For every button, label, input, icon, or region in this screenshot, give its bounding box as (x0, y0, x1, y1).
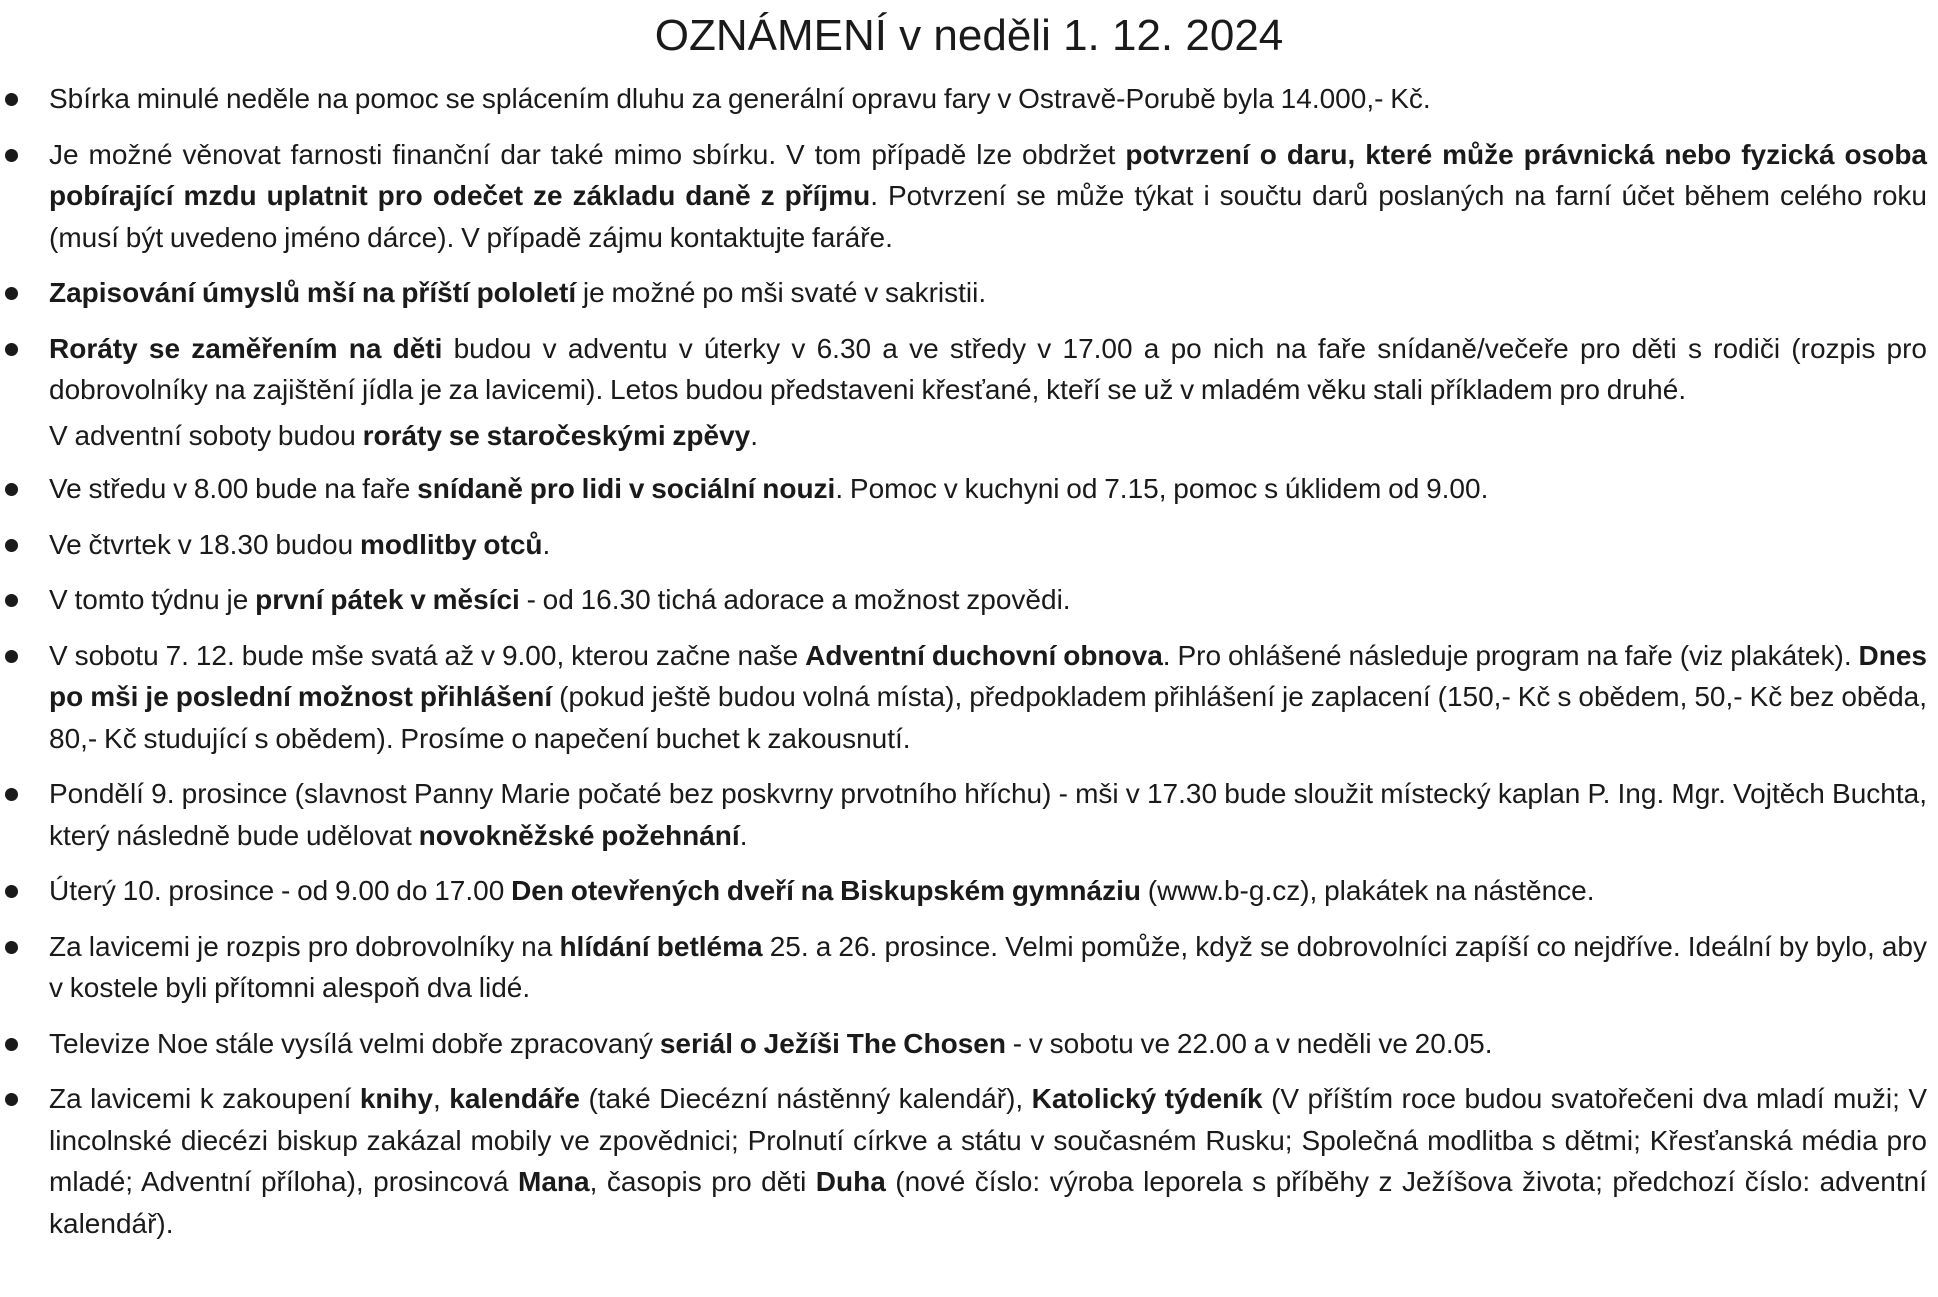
text-span: (www.b-g.cz), plakátek na nástěnce. (1140, 875, 1595, 906)
bullet-icon (5, 1093, 18, 1106)
text-span: Za lavicemi k zakoupení (49, 1083, 360, 1114)
text-span: (také Diecézní nástěnný kalendář), (580, 1083, 1032, 1114)
announcement-item (0, 78, 1938, 120)
page-title: OZNÁMENÍ v neděli 1. 12. 2024 (654, 11, 1284, 60)
announcement-text (49, 579, 1927, 621)
bullet-icon (5, 93, 18, 106)
text-span: V sobotu 7. 12. bude mše svatá až v 9.00, kterou začne naše (49, 639, 806, 671)
bullet-icon (5, 885, 18, 898)
bullet-icon (5, 287, 18, 300)
announcement-text (49, 328, 1927, 411)
text-span: , (433, 1083, 450, 1114)
announcement-item (0, 773, 1938, 856)
announcement-text (49, 1023, 1927, 1065)
bullet-icon (5, 650, 18, 663)
text-span: - v sobotu ve 22.00 a v neděli ve 20.05. (1005, 1027, 1493, 1059)
announcement-text (49, 468, 1927, 510)
text-span: Pondělí 9. prosince (slavnost Panny Marie počaté bez poskvrny prvotního hříchu) - mši v 17.30 bude sloužit místecký kaplan P. Ing. Mgr. Vojtěch Buchta, který následně bude udělovat (49, 778, 1927, 851)
bullet-icon (5, 594, 18, 607)
announcement-item (0, 579, 1938, 621)
text-span: Je možné věnovat farnosti finanční dar také mimo sbírku. V tom případě lze obdržet (49, 138, 1126, 170)
bullet-icon (5, 149, 18, 162)
text-span: Úterý 10. prosince - od 9.00 do 17.00 (49, 875, 512, 906)
text-span: . (739, 819, 748, 851)
announcement-item (0, 1078, 1938, 1244)
text-span: (nové číslo: výroba leporela s příběhy z Ježíšova života; předchozí číslo: adventní kalendář). (49, 1166, 1927, 1239)
bold-text: Dnes po mši je poslední možnost přihlášení (49, 639, 1927, 712)
text-span: budou v adventu v úterky v 6.30 a ve středy v 17.00 a po nich na faře snídaně/večeře pro děti s rodiči (rozpis pro dobrovolníky na zajištění jídla je za lavicemi). Letos budou představeni křesťané, kteří se už v mladém věku stali příkladem pro druhé. (49, 332, 1927, 405)
text-span: V adventní soboty budou (49, 419, 363, 451)
bold-text: snídaně pro lidi v sociální nouzi (417, 473, 836, 504)
bold-text: Zapisování úmyslů mší na příští pololetí (49, 277, 577, 308)
text-span: . Pro ohlášené následuje program na faře (viz plakátek). (1162, 639, 1859, 671)
bullet-icon (5, 941, 18, 954)
announcement-text (49, 78, 1927, 120)
bold-text: hlídání betléma (559, 930, 763, 962)
bold-text: Mana (518, 1166, 590, 1197)
announcement-text (49, 272, 1927, 314)
text-span: Ve čtvrtek v 18.30 budou (49, 528, 360, 560)
bold-text: Duha (815, 1166, 886, 1197)
announcement-text (49, 870, 1927, 912)
announcement-item (0, 468, 1938, 510)
text-span: (V příštím roce budou svatořečeni dva mladí muži; V lincolnské diecézi biskup zakázal mobily ve zpovědnici; Prolnutí církve a státu v současném Rusku; Společná modlitba s dětmi; Křesťanská média pro mladé; Adventní příloha), prosincová (49, 1083, 1928, 1197)
announcement-text (49, 926, 1927, 1009)
text-span: . Potvrzení se může týkat i součtu darů poslaných na farní účet během celého roku (musí být uvedeno jméno dárce). V případě zájmu kontaktujte faráře. (49, 180, 1927, 253)
text-span: V tomto týdnu je (49, 584, 256, 615)
bold-text: Roráty se zaměřením na děti (49, 332, 443, 364)
bold-text: první pátek v měsíci (255, 584, 520, 615)
announcement-text (49, 524, 1927, 566)
bullet-icon (5, 1038, 18, 1051)
text-span: Za lavicemi je rozpis pro dobrovolníky na (49, 930, 560, 962)
announcement-item (0, 272, 1938, 314)
announcement-continuation (0, 415, 1938, 457)
announcement-item (0, 1023, 1938, 1065)
announcement-item (0, 926, 1938, 1009)
announcement-text (49, 415, 1927, 457)
bold-text: potvrzení o daru, které může právnická nebo fyzická osoba pobírající mzdu uplatnit pro odečet ze základu daně z příjmu (49, 138, 1928, 211)
text-span: Televize Noe stále vysílá velmi dobře zpracovaný (49, 1027, 660, 1059)
text-span: (pokud ještě budou volná místa), předpokladem přihlášení je zaplacení (150,- Kč s obědem, 50,- Kč bez oběda, 80,- Kč studující s obědem). Prosíme o napečení buchet k zakousnutí. (49, 681, 1927, 754)
announcement-text (49, 635, 1927, 760)
announcement-item (0, 134, 1938, 259)
announcement-item (0, 635, 1938, 760)
announcement-item (0, 328, 1938, 411)
bold-text: novokněžské požehnání (418, 819, 740, 851)
bold-text: roráty se staročeskými zpěvy (362, 419, 751, 451)
announcement-list (0, 78, 1938, 1244)
bullet-icon (5, 788, 18, 801)
text-span: Ve středu v 8.00 bude na faře (49, 473, 418, 504)
text-span: , časopis pro děti (589, 1166, 816, 1197)
bullet-icon (5, 483, 18, 496)
announcement-text (49, 773, 1927, 856)
bold-text: modlitby otců (359, 528, 543, 560)
bold-text: Katolický týdeník (1031, 1083, 1263, 1114)
bold-text: seriál o Ježíši The Chosen (659, 1027, 1006, 1059)
announcement-text (49, 1078, 1927, 1244)
announcement-item (0, 524, 1938, 566)
announcement-text (49, 134, 1927, 259)
text-span: - od 16.30 tichá adorace a možnost zpovědi. (519, 584, 1071, 615)
text-span: 25. a 26. prosince. Velmi pomůže, když se dobrovolníci zapíší co nejdříve. Ideální by bylo, aby v kostele byli přítomni alespoň dva lidé. (49, 930, 1927, 1003)
text-span: je možné po mši svaté v sakristii. (576, 277, 987, 308)
bold-text: Adventní duchovní obnova (805, 639, 1163, 671)
bold-text: Den otevřených dveří na Biskupském gymnáziu (511, 875, 1141, 906)
bold-text: kalendáře (449, 1083, 580, 1114)
bold-text: knihy (359, 1083, 433, 1114)
announcement-item (0, 870, 1938, 912)
text-span: . Pomoc v kuchyni od 7.15, pomoc s úklidem od 9.00. (835, 473, 1489, 504)
text-span: Sbírka minulé neděle na pomoc se splácením dluhu za generální opravu fary v Ostravě-Porubě byla 14.000,- Kč. (49, 83, 1431, 114)
bullet-icon (5, 539, 18, 552)
text-span: . (542, 528, 551, 560)
text-span: . (750, 419, 759, 451)
bullet-icon (5, 343, 18, 356)
